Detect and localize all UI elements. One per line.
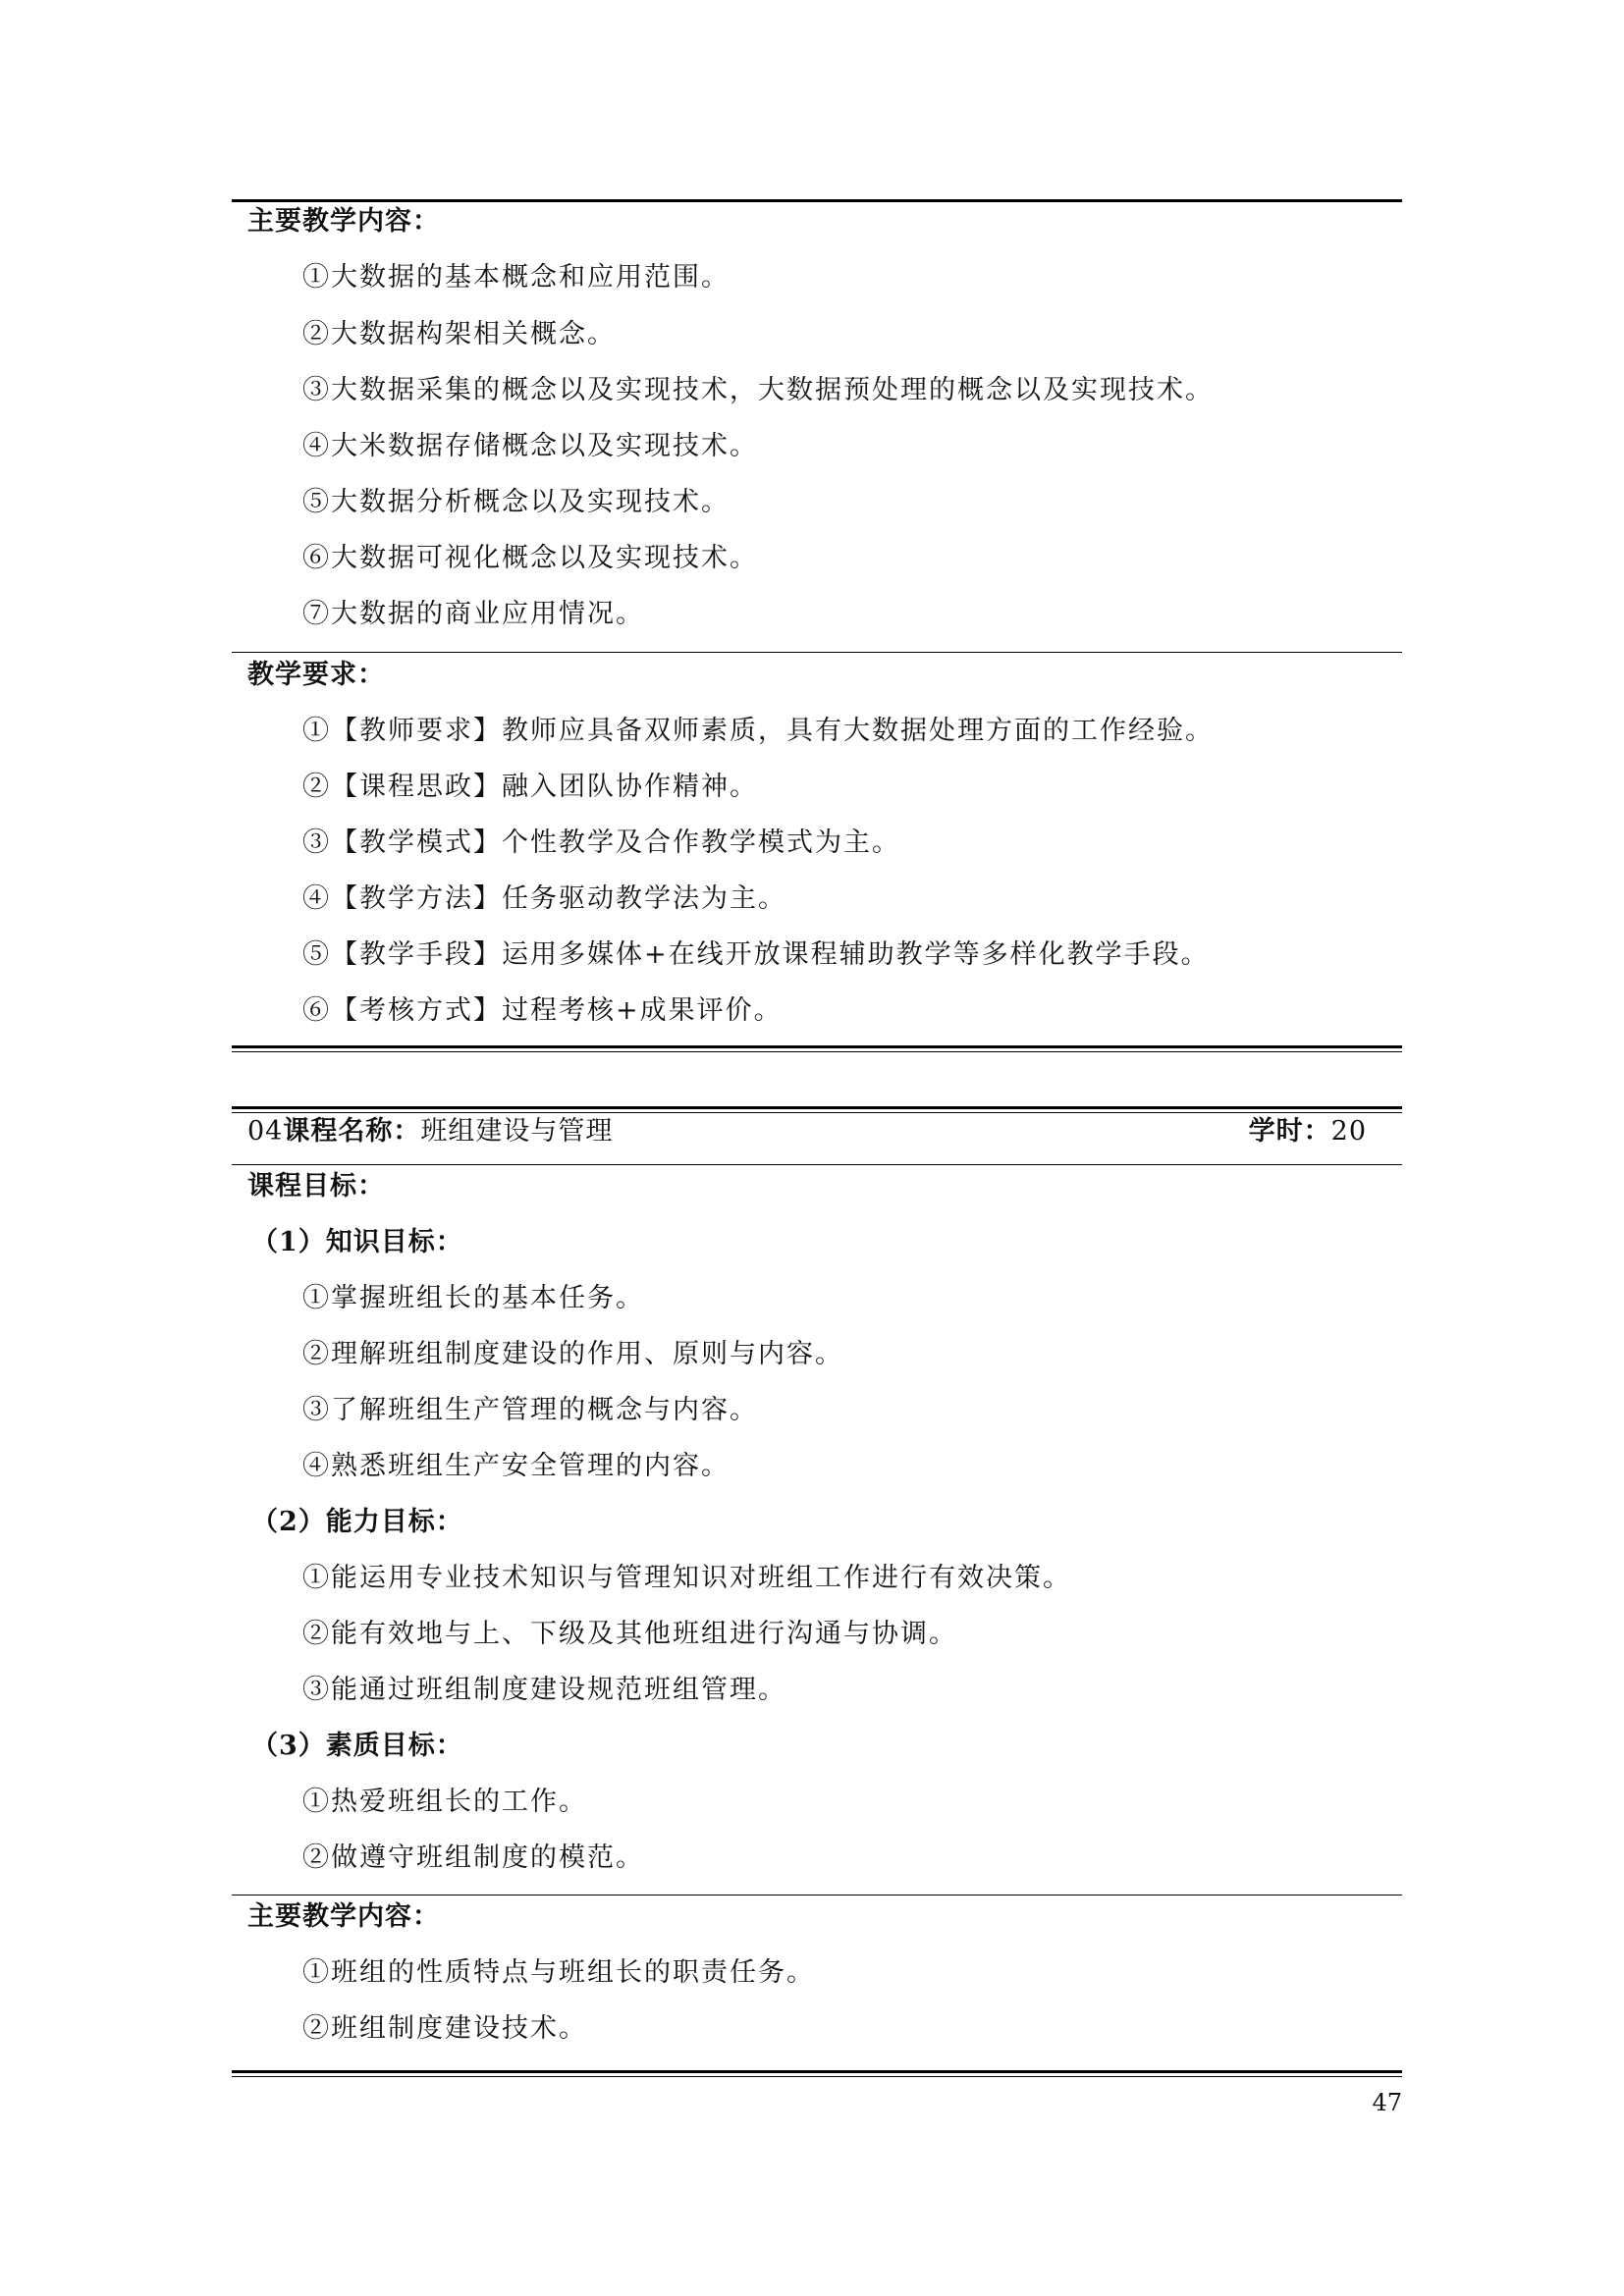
page-number: 47 [1372, 2089, 1402, 2116]
knowledge-item: ④熟悉班组生产安全管理的内容。 [302, 1451, 730, 1481]
content-item: ②班组制度建设技术。 [302, 2013, 587, 2044]
content-heading: 主要教学内容： [247, 206, 440, 237]
table-top-rule [232, 1106, 1402, 1109]
ability-item: ②能有效地与上、下级及其他班组进行沟通与协调。 [302, 1619, 957, 1649]
content-item: ②大数据构架相关概念。 [302, 319, 616, 349]
course-number: 04 [247, 1116, 284, 1147]
requirement-item: ④【教学方法】任务驱动教学法为主。 [302, 883, 786, 914]
requirement-item: ①【教师要求】教师应具备双师素质，具有大数据处理方面的工作经验。 [302, 716, 1214, 746]
ability-item: ①能运用专业技术知识与管理知识对班组工作进行有效决策。 [302, 1563, 1071, 1593]
knowledge-item: ①掌握班组长的基本任务。 [302, 1283, 644, 1313]
quality-goals-heading: （3）素质目标： [251, 1731, 463, 1761]
hours-label: 学时： [1248, 1116, 1331, 1147]
content-item: ③大数据采集的概念以及实现技术，大数据预处理的概念以及实现技术。 [302, 375, 1214, 405]
table-bottom-rule [232, 2070, 1402, 2073]
table-bottom-rule-inner [232, 2076, 1402, 2077]
knowledge-item: ③了解班组生产管理的概念与内容。 [302, 1395, 758, 1425]
course-name: 班组建设与管理 [420, 1116, 614, 1147]
quality-item: ②做遵守班组制度的模范。 [302, 1842, 644, 1873]
course-title-row [247, 1116, 613, 1148]
requirements-heading: 教学要求： [247, 660, 385, 690]
content-heading: 主要教学内容： [247, 1901, 440, 1932]
hours-value: 20 [1330, 1116, 1367, 1147]
requirement-item: ⑥【考核方式】过程考核+成果评价。 [302, 995, 783, 1026]
table-bottom-rule-inner [232, 1051, 1402, 1052]
ability-item: ③能通过班组制度建设规范班组管理。 [302, 1675, 786, 1705]
table-top-rule-inner [232, 1112, 1402, 1113]
table-top-rule [232, 199, 1402, 202]
course-name-label: 课程名称： [283, 1116, 421, 1147]
section-divider [232, 652, 1402, 653]
content-item: ①大数据的基本概念和应用范围。 [302, 262, 730, 293]
table-bottom-rule [232, 1045, 1402, 1048]
requirement-item: ⑤【教学手段】运用多媒体+在线开放课程辅助教学等多样化教学手段。 [302, 939, 1210, 970]
section-divider [232, 1164, 1402, 1165]
content-item: ④大米数据存储概念以及实现技术。 [302, 431, 758, 461]
course-hours-row [1249, 1116, 1367, 1148]
knowledge-item: ②理解班组制度建设的作用、原则与内容。 [302, 1339, 843, 1369]
content-item: ⑦大数据的商业应用情况。 [302, 599, 644, 629]
knowledge-goals-heading: （1）知识目标： [251, 1227, 463, 1257]
requirement-item: ②【课程思政】融入团队协作精神。 [302, 772, 758, 802]
section-divider [232, 1895, 1402, 1896]
requirement-item: ③【教学模式】个性教学及合作教学模式为主。 [302, 828, 900, 858]
content-item: ⑥大数据可视化概念以及实现技术。 [302, 543, 758, 573]
content-item: ⑤大数据分析概念以及实现技术。 [302, 487, 730, 517]
content-item: ①班组的性质特点与班组长的职责任务。 [302, 1957, 815, 1988]
quality-item: ①热爱班组长的工作。 [302, 1787, 587, 1817]
ability-goals-heading: （2）能力目标： [251, 1507, 463, 1537]
goals-heading: 课程目标： [247, 1171, 385, 1201]
